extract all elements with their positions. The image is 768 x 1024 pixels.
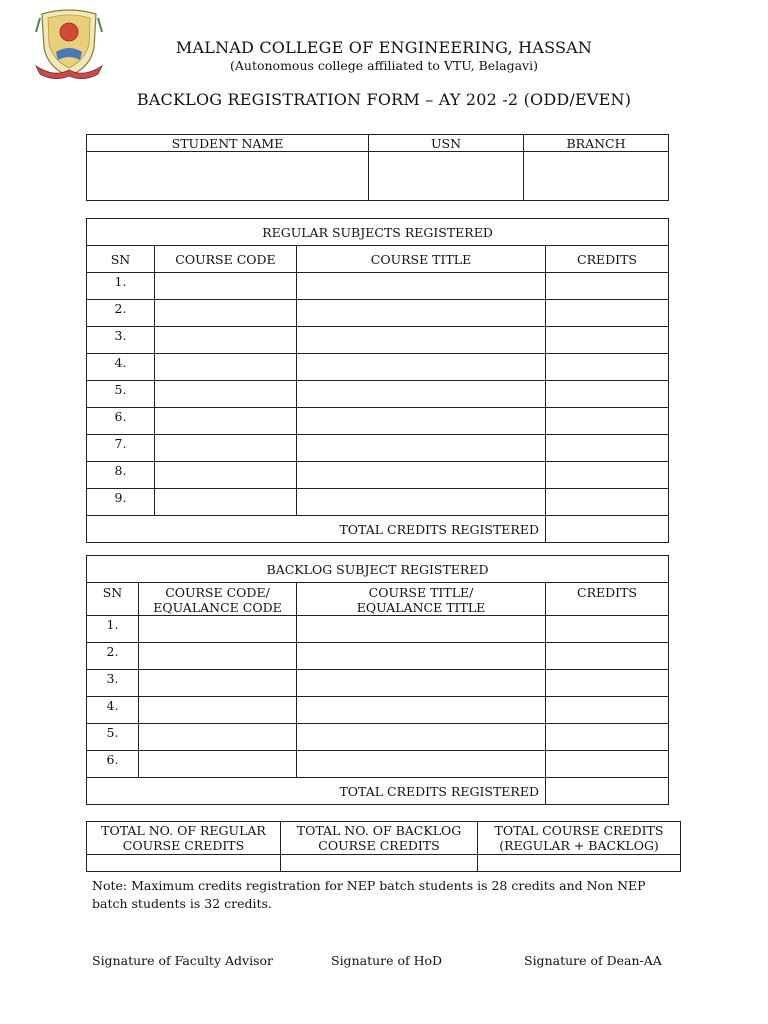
branch-field[interactable] (524, 152, 669, 201)
course-code-field[interactable] (155, 435, 297, 462)
table-row (87, 489, 669, 516)
course-code-field[interactable] (139, 670, 297, 697)
table-row (87, 327, 669, 354)
header-line: COURSE CREDITS (318, 838, 440, 853)
total-course-credits-field[interactable] (478, 855, 681, 872)
row-number: 6. (87, 408, 155, 435)
backlog-total-label: TOTAL CREDITS REGISTERED (87, 778, 546, 805)
total-backlog-credits-header (281, 822, 478, 855)
usn-field[interactable] (369, 152, 524, 201)
backlog-subjects-caption: BACKLOG SUBJECT REGISTERED (87, 556, 669, 583)
credits-field[interactable] (546, 273, 669, 300)
row-number: 1. (87, 273, 155, 300)
table-row (87, 381, 669, 408)
course-title-field[interactable] (297, 751, 546, 778)
course-code-field[interactable] (155, 273, 297, 300)
total-regular-credits-header (87, 822, 281, 855)
header-line: TOTAL COURSE CREDITS (494, 823, 664, 838)
course-code-field[interactable] (155, 489, 297, 516)
course-title-field[interactable] (297, 697, 546, 724)
college-subtitle: (Autonomous college affiliated to VTU, Belagavi) (229, 58, 538, 73)
credits-field[interactable] (546, 381, 669, 408)
faculty-advisor-signature-label: Signature of Faculty Advisor (92, 953, 273, 968)
total-course-credits-header (478, 822, 681, 855)
course-code-field[interactable] (139, 751, 297, 778)
total-backlog-credits-field[interactable] (281, 855, 478, 872)
regular-total-credits-field[interactable] (546, 516, 669, 543)
table-row (87, 670, 669, 697)
credits-field[interactable] (546, 408, 669, 435)
hod-signature-label: Signature of HoD (331, 953, 443, 968)
table-row (87, 616, 669, 643)
sn-header: SN (87, 583, 139, 616)
course-code-header-line: COURSE CODE/ (165, 585, 270, 600)
row-number: 2. (87, 643, 139, 670)
course-code-field[interactable] (139, 697, 297, 724)
equalance-title-header-line: EQUALANCE TITLE (356, 600, 486, 615)
row-number: 1. (87, 616, 139, 643)
course-title-field[interactable] (297, 643, 546, 670)
regular-subjects-table (86, 218, 669, 543)
row-number: 3. (87, 327, 155, 354)
student-info-table (86, 134, 669, 201)
row-number: 9. (87, 489, 155, 516)
header-line: TOTAL NO. OF BACKLOG (296, 823, 462, 838)
credits-field[interactable] (546, 462, 669, 489)
dean-signature-label: Signature of Dean-AA (524, 953, 662, 968)
row-number: 7. (87, 435, 155, 462)
course-code-field[interactable] (155, 354, 297, 381)
course-title-equalance-header (297, 583, 546, 616)
total-regular-credits-field[interactable] (87, 855, 281, 872)
course-title-field[interactable] (297, 724, 546, 751)
row-number: 5. (87, 724, 139, 751)
credits-field[interactable] (546, 489, 669, 516)
course-title-field[interactable] (297, 670, 546, 697)
row-number: 2. (87, 300, 155, 327)
table-row (87, 751, 669, 778)
course-title-field[interactable] (297, 435, 546, 462)
course-code-field[interactable] (155, 300, 297, 327)
backlog-subjects-table (86, 555, 669, 805)
credits-field[interactable] (546, 724, 669, 751)
course-title-field[interactable] (297, 327, 546, 354)
header-line: (REGULAR + BACKLOG) (499, 838, 659, 853)
regular-subjects-caption: REGULAR SUBJECTS REGISTERED (87, 219, 669, 246)
table-row (87, 697, 669, 724)
course-code-field[interactable] (139, 643, 297, 670)
course-code-field[interactable] (155, 327, 297, 354)
course-title-header: COURSE TITLE (297, 246, 546, 273)
table-row (87, 300, 669, 327)
course-code-field[interactable] (139, 724, 297, 751)
course-title-field[interactable] (297, 273, 546, 300)
course-code-equalance-header (139, 583, 297, 616)
row-number: 4. (87, 697, 139, 724)
course-title-field[interactable] (297, 408, 546, 435)
usn-header: USN (369, 135, 524, 152)
regular-total-label: TOTAL CREDITS REGISTERED (87, 516, 546, 543)
credits-field[interactable] (546, 327, 669, 354)
table-row (87, 462, 669, 489)
row-number: 8. (87, 462, 155, 489)
form-title: BACKLOG REGISTRATION FORM – AY 202 -2 (ODD/EVEN) (136, 90, 632, 109)
credits-field[interactable] (546, 670, 669, 697)
header-line: TOTAL NO. OF REGULAR (101, 823, 266, 838)
table-row (87, 273, 669, 300)
equalance-code-header-line: EQUALANCE CODE (153, 600, 282, 615)
header-line: COURSE CREDITS (122, 838, 245, 853)
row-number: 3. (87, 670, 139, 697)
course-title-field[interactable] (297, 489, 546, 516)
credits-note: Note: Maximum credits registration for NEP batch students is 28 credits and Non NEP batch students is 32 credits. (92, 878, 646, 911)
course-code-header: COURSE CODE (155, 246, 297, 273)
course-title-field[interactable] (297, 381, 546, 408)
table-row (87, 435, 669, 462)
course-title-field[interactable] (297, 300, 546, 327)
course-code-field[interactable] (155, 381, 297, 408)
backlog-total-credits-field[interactable] (546, 778, 669, 805)
row-number: 4. (87, 354, 155, 381)
row-number: 5. (87, 381, 155, 408)
table-row (87, 408, 669, 435)
credits-header: CREDITS (546, 583, 669, 616)
course-code-field[interactable] (155, 408, 297, 435)
credits-field[interactable] (546, 697, 669, 724)
credits-field[interactable] (546, 616, 669, 643)
student-name-field[interactable] (87, 152, 369, 201)
course-title-header-line: COURSE TITLE/ (368, 585, 474, 600)
course-title-field[interactable] (297, 354, 546, 381)
course-title-field[interactable] (297, 616, 546, 643)
branch-header: BRANCH (524, 135, 669, 152)
college-name: MALNAD COLLEGE OF ENGINEERING, HASSAN (175, 38, 593, 57)
summary-credits-table (86, 821, 681, 872)
credits-field[interactable] (546, 751, 669, 778)
table-row (87, 354, 669, 381)
row-number: 6. (87, 751, 139, 778)
credits-field[interactable] (546, 300, 669, 327)
credits-header: CREDITS (546, 246, 669, 273)
credits-field[interactable] (546, 354, 669, 381)
sn-header: SN (87, 246, 155, 273)
course-title-field[interactable] (297, 462, 546, 489)
credits-field[interactable] (546, 643, 669, 670)
course-code-field[interactable] (139, 616, 297, 643)
table-row (87, 724, 669, 751)
table-row (87, 643, 669, 670)
course-code-field[interactable] (155, 462, 297, 489)
credits-field[interactable] (546, 435, 669, 462)
student-name-header: STUDENT NAME (87, 135, 369, 152)
